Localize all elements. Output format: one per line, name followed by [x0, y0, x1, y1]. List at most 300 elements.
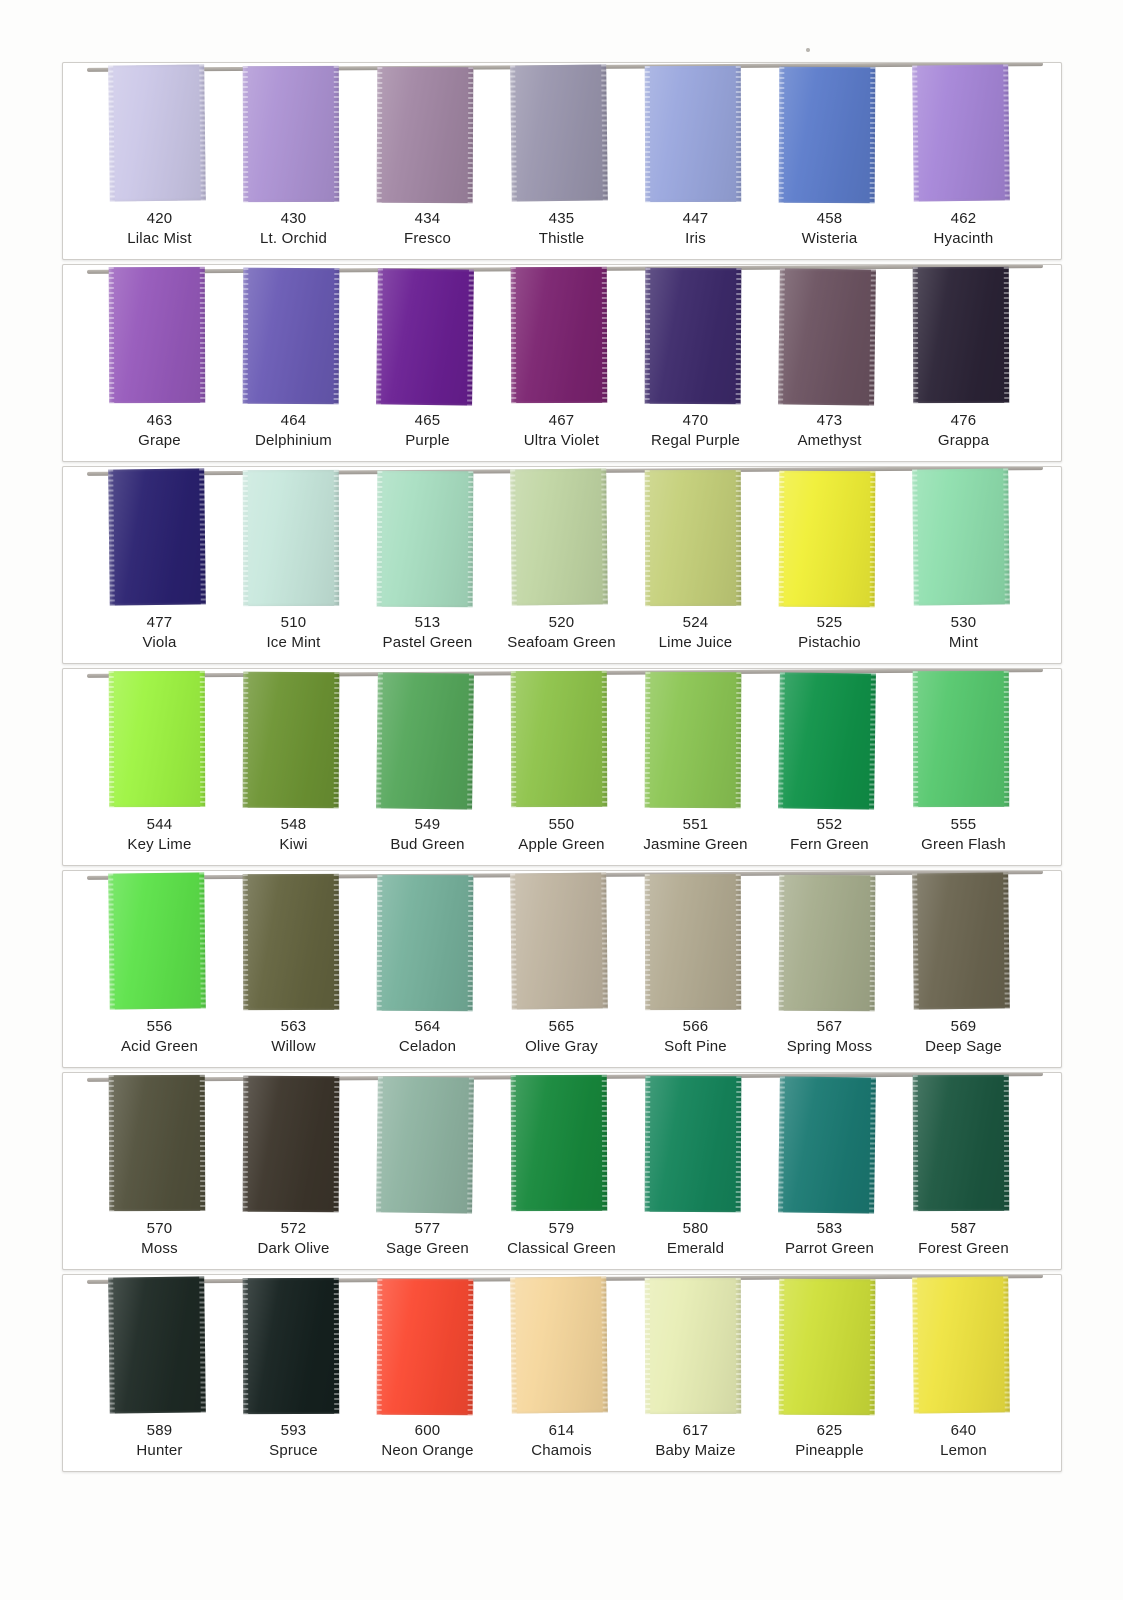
- ribbon-swatch[interactable]: [376, 268, 474, 405]
- swatch-cell[interactable]: [495, 265, 629, 461]
- swatch-code: 530: [950, 614, 977, 631]
- swatch-caption: [629, 1017, 763, 1058]
- swatch-name: Sage Green: [386, 1240, 469, 1258]
- ribbon-swatch[interactable]: [644, 1278, 740, 1414]
- swatch-strip: [63, 871, 1061, 1067]
- swatch-caption: [93, 411, 227, 452]
- swatch-name: Mint: [948, 634, 979, 652]
- swatch-code: 447: [682, 210, 709, 227]
- swatch-code: 566: [682, 1018, 709, 1035]
- ribbon-swatch[interactable]: [644, 66, 740, 202]
- swatch-caption: [495, 411, 629, 452]
- swatch-caption: [763, 1017, 897, 1058]
- ribbon-swatch[interactable]: [376, 67, 473, 204]
- swatch-caption: [93, 815, 227, 856]
- ribbon-swatch[interactable]: [510, 1276, 608, 1413]
- ribbon-swatch[interactable]: [242, 268, 339, 405]
- ribbon-sheen: [778, 875, 875, 1012]
- swatch-name: Pistachio: [798, 634, 861, 652]
- swatch-name: Green Flash: [921, 836, 1006, 854]
- ribbon-swatch[interactable]: [644, 1076, 741, 1213]
- ribbon-sheen: [912, 468, 1010, 605]
- ribbon-swatch[interactable]: [912, 1276, 1010, 1413]
- swatch-caption: [227, 1017, 361, 1058]
- ribbon-sheen: [778, 268, 876, 405]
- ribbon-swatch[interactable]: [912, 267, 1008, 403]
- swatch-code: 463: [146, 412, 173, 429]
- ribbon-swatch[interactable]: [912, 671, 1008, 807]
- ribbon-swatch[interactable]: [510, 1075, 606, 1211]
- swatch-name: Spring Moss: [786, 1038, 873, 1056]
- swatch-cell[interactable]: [763, 467, 897, 663]
- swatch-row: [62, 1274, 1062, 1476]
- swatch-name: Lilac Mist: [127, 230, 192, 248]
- ribbon-swatch[interactable]: [778, 471, 875, 608]
- ribbon-sheen: [644, 1278, 740, 1414]
- ribbon-swatch[interactable]: [912, 872, 1010, 1009]
- swatch-caption: [897, 209, 1031, 250]
- ribbon-swatch[interactable]: [778, 672, 876, 809]
- swatch-code: 513: [414, 614, 441, 631]
- ribbon-sheen: [912, 1075, 1008, 1211]
- ribbon-sheen: [510, 267, 606, 403]
- ribbon-sheen: [242, 1076, 339, 1213]
- swatch-cell[interactable]: [897, 871, 1031, 1067]
- swatch-name: Viola: [142, 634, 177, 652]
- ribbon-sheen: [912, 872, 1010, 1009]
- swatch-cell[interactable]: [629, 871, 763, 1067]
- swatch-name: Fresco: [403, 230, 452, 248]
- ribbon-sheen: [108, 1075, 204, 1211]
- ribbon-swatch[interactable]: [242, 470, 338, 606]
- ribbon-swatch[interactable]: [242, 1278, 338, 1414]
- swatch-cell[interactable]: [227, 1275, 361, 1471]
- ribbon-swatch[interactable]: [108, 872, 206, 1009]
- swatch-caption: [629, 1421, 763, 1462]
- ribbon-sheen: [510, 671, 606, 807]
- ribbon-sheen: [912, 1276, 1010, 1413]
- ribbon-swatch[interactable]: [376, 1279, 473, 1416]
- swatch-row-card: [62, 668, 1062, 866]
- swatch-cell[interactable]: [629, 1275, 763, 1471]
- ribbon-sheen: [376, 672, 474, 809]
- ribbon-swatch[interactable]: [778, 875, 875, 1012]
- swatch-code: 435: [548, 210, 575, 227]
- ribbon-sheen: [376, 1076, 474, 1213]
- swatch-cell[interactable]: [897, 1073, 1031, 1269]
- ribbon-swatch[interactable]: [912, 1075, 1008, 1211]
- swatch-cell[interactable]: [361, 1275, 495, 1471]
- swatch-caption: [227, 613, 361, 654]
- swatch-name: Hunter: [136, 1442, 183, 1460]
- ribbon-sheen: [778, 1279, 875, 1416]
- swatch-cell[interactable]: [629, 467, 763, 663]
- ribbon-swatch[interactable]: [242, 1076, 339, 1213]
- swatch-caption: [495, 1219, 629, 1260]
- swatch-name: Lt. Orchid: [259, 230, 328, 248]
- swatch-caption: [227, 209, 361, 250]
- swatch-code: 467: [548, 412, 575, 429]
- swatch-caption: [629, 209, 763, 250]
- ribbon-sheen: [108, 872, 206, 1009]
- swatch-cell[interactable]: [629, 1073, 763, 1269]
- swatch-name: Ice Mint: [266, 634, 321, 652]
- ribbon-swatch[interactable]: [108, 1075, 204, 1211]
- swatch-row: [62, 264, 1062, 466]
- swatch-caption: [763, 1219, 897, 1260]
- ribbon-sheen: [644, 470, 740, 606]
- ribbon-swatch[interactable]: [778, 268, 876, 405]
- ribbon-swatch[interactable]: [376, 471, 473, 608]
- swatch-cell[interactable]: [93, 871, 227, 1067]
- swatch-cell[interactable]: [227, 467, 361, 663]
- swatch-row: [62, 62, 1062, 264]
- ribbon-sheen: [644, 874, 740, 1010]
- swatch-strip: [63, 63, 1061, 259]
- swatch-code: 520: [548, 614, 575, 631]
- swatch-cell[interactable]: [361, 265, 495, 461]
- swatch-code: 564: [414, 1018, 441, 1035]
- ribbon-sheen: [912, 64, 1010, 201]
- swatch-name: Dark Olive: [257, 1240, 330, 1258]
- swatch-name: Delphinium: [254, 432, 333, 450]
- swatch-cell[interactable]: [93, 669, 227, 865]
- ribbon-sheen: [644, 1076, 741, 1213]
- ribbon-sheen: [242, 470, 338, 606]
- swatch-code: 434: [414, 210, 441, 227]
- ribbon-swatch[interactable]: [778, 67, 875, 204]
- ribbon-sheen: [644, 672, 741, 809]
- swatch-code: 552: [816, 816, 843, 833]
- swatch-caption: [763, 1421, 897, 1462]
- swatch-name: Deep Sage: [925, 1038, 1002, 1056]
- swatch-cell[interactable]: [361, 1073, 495, 1269]
- ribbon-swatch[interactable]: [510, 468, 608, 605]
- ribbon-sheen: [510, 1276, 608, 1413]
- ribbon-sheen: [376, 875, 473, 1012]
- swatch-code: 510: [280, 614, 307, 631]
- swatch-rows-container: [0, 62, 1123, 1476]
- ribbon-swatch[interactable]: [778, 1279, 875, 1416]
- swatch-caption: [763, 613, 897, 654]
- ribbon-sheen: [510, 1075, 606, 1211]
- ribbon-sheen: [242, 1278, 338, 1414]
- swatch-code: 577: [414, 1220, 441, 1237]
- swatch-cell[interactable]: [93, 467, 227, 663]
- swatch-caption: [93, 209, 227, 250]
- swatch-code: 563: [280, 1018, 307, 1035]
- ribbon-swatch[interactable]: [510, 267, 606, 403]
- swatch-caption: [495, 613, 629, 654]
- swatch-code: 473: [816, 412, 843, 429]
- swatch-name: Acid Green: [120, 1038, 199, 1056]
- swatch-caption: [763, 815, 897, 856]
- swatch-cell[interactable]: [93, 63, 227, 259]
- swatch-name: Hyacinth: [933, 230, 994, 248]
- swatch-caption: [495, 1017, 629, 1058]
- swatch-code: 572: [280, 1220, 307, 1237]
- swatch-code: 525: [816, 614, 843, 631]
- swatch-cell[interactable]: [227, 669, 361, 865]
- swatch-name: Grape: [138, 432, 181, 450]
- swatch-name: Moss: [141, 1240, 178, 1258]
- swatch-name: Purple: [405, 432, 450, 450]
- ribbon-swatch[interactable]: [376, 875, 473, 1012]
- swatch-code: 593: [280, 1422, 307, 1439]
- swatch-caption: [763, 209, 897, 250]
- ribbon-swatch[interactable]: [778, 1076, 876, 1213]
- swatch-row-card: [62, 466, 1062, 664]
- swatch-cell[interactable]: [495, 63, 629, 259]
- swatch-code: 569: [950, 1018, 977, 1035]
- swatch-cell[interactable]: [763, 63, 897, 259]
- swatch-cell[interactable]: [897, 1275, 1031, 1471]
- swatch-name: Parrot Green: [784, 1240, 875, 1258]
- swatch-cell[interactable]: [495, 1073, 629, 1269]
- ribbon-swatch[interactable]: [644, 268, 741, 405]
- swatch-row-card: [62, 870, 1062, 1068]
- ribbon-sheen: [644, 268, 741, 405]
- swatch-code: 567: [816, 1018, 843, 1035]
- swatch-caption: [361, 815, 495, 856]
- swatch-caption: [495, 815, 629, 856]
- swatch-name: Chamois: [531, 1442, 592, 1460]
- swatch-row-card: [62, 264, 1062, 462]
- swatch-code: 420: [146, 210, 173, 227]
- ribbon-swatch[interactable]: [108, 468, 206, 605]
- swatch-code: 477: [146, 614, 173, 631]
- swatch-code: 600: [414, 1422, 441, 1439]
- swatch-cell[interactable]: [227, 871, 361, 1067]
- swatch-cell[interactable]: [361, 467, 495, 663]
- swatch-name: Regal Purple: [650, 432, 741, 450]
- ribbon-swatch[interactable]: [510, 671, 606, 807]
- swatch-code: 579: [548, 1220, 575, 1237]
- swatch-name: Forest Green: [918, 1240, 1009, 1258]
- swatch-caption: [897, 411, 1031, 452]
- ribbon-swatch[interactable]: [376, 1076, 474, 1213]
- swatch-code: 625: [816, 1422, 843, 1439]
- swatch-caption: [495, 209, 629, 250]
- swatch-cell[interactable]: [495, 669, 629, 865]
- swatch-caption: [629, 411, 763, 452]
- swatch-cell[interactable]: [93, 1073, 227, 1269]
- ribbon-swatch[interactable]: [108, 267, 204, 403]
- swatch-cell[interactable]: [629, 265, 763, 461]
- swatch-cell[interactable]: [227, 265, 361, 461]
- swatch-code: 464: [280, 412, 307, 429]
- ribbon-sheen: [242, 672, 339, 809]
- swatch-code: 548: [280, 816, 307, 833]
- swatch-caption: [93, 1017, 227, 1058]
- swatch-code: 617: [682, 1422, 709, 1439]
- swatch-code: 587: [950, 1220, 977, 1237]
- swatch-row: [62, 1072, 1062, 1274]
- ribbon-swatch[interactable]: [376, 672, 474, 809]
- swatch-name: Iris: [685, 230, 706, 248]
- swatch-caption: [361, 1017, 495, 1058]
- swatch-cell[interactable]: [763, 871, 897, 1067]
- ribbon-swatch[interactable]: [644, 672, 741, 809]
- swatch-cell[interactable]: [897, 467, 1031, 663]
- swatch-code: 549: [414, 816, 441, 833]
- swatch-caption: [897, 613, 1031, 654]
- swatch-cell[interactable]: [629, 669, 763, 865]
- swatch-name: Jasmine Green: [643, 836, 748, 854]
- ribbon-swatch[interactable]: [510, 872, 608, 1009]
- ribbon-sheen: [108, 267, 204, 403]
- swatch-cell[interactable]: [227, 1073, 361, 1269]
- swatch-caption: [897, 1017, 1031, 1058]
- swatch-caption: [897, 815, 1031, 856]
- swatch-row-card: [62, 1274, 1062, 1472]
- swatch-code: 614: [548, 1422, 575, 1439]
- swatch-name: Neon Orange: [381, 1442, 474, 1460]
- swatch-code: 550: [548, 816, 575, 833]
- ribbon-swatch[interactable]: [912, 64, 1010, 201]
- swatch-cell[interactable]: [763, 669, 897, 865]
- swatch-caption: [897, 1219, 1031, 1260]
- ribbon-sheen: [510, 64, 608, 201]
- swatch-name: Amethyst: [797, 432, 862, 450]
- swatch-cell[interactable]: [93, 1275, 227, 1471]
- ribbon-swatch[interactable]: [644, 470, 740, 606]
- swatch-name: Thistle: [538, 230, 585, 248]
- ribbon-sheen: [778, 67, 875, 204]
- swatch-name: Emerald: [666, 1240, 725, 1258]
- swatch-cell[interactable]: [495, 871, 629, 1067]
- swatch-strip: [63, 467, 1061, 663]
- swatch-name: Kiwi: [279, 836, 308, 854]
- swatch-name: Apple Green: [518, 836, 605, 854]
- swatch-caption: [361, 411, 495, 452]
- swatch-caption: [227, 1219, 361, 1260]
- ribbon-swatch[interactable]: [510, 64, 608, 201]
- swatch-code: 430: [280, 210, 307, 227]
- swatch-strip: [63, 669, 1061, 865]
- ribbon-swatch[interactable]: [242, 672, 339, 809]
- swatch-cell[interactable]: [897, 63, 1031, 259]
- swatch-cell[interactable]: [763, 265, 897, 461]
- swatch-cell[interactable]: [495, 1275, 629, 1471]
- ribbon-sheen: [376, 67, 473, 204]
- swatch-code: 640: [950, 1422, 977, 1439]
- swatch-cell[interactable]: [361, 871, 495, 1067]
- swatch-caption: [361, 1421, 495, 1462]
- ribbon-sheen: [376, 268, 474, 405]
- swatch-name: Classical Green: [507, 1240, 616, 1258]
- swatch-cell[interactable]: [897, 669, 1031, 865]
- swatch-cell[interactable]: [897, 265, 1031, 461]
- swatch-name: Lime Juice: [658, 634, 733, 652]
- swatch-caption: [93, 613, 227, 654]
- ribbon-swatch[interactable]: [644, 874, 740, 1010]
- swatch-cell[interactable]: [227, 63, 361, 259]
- swatch-name: Ultra Violet: [523, 432, 600, 450]
- ribbon-sheen: [510, 872, 608, 1009]
- swatch-name: Pineapple: [795, 1442, 864, 1460]
- swatch-code: 458: [816, 210, 843, 227]
- ribbon-sheen: [778, 471, 875, 608]
- ribbon-swatch[interactable]: [108, 1276, 206, 1413]
- swatch-caption: [93, 1219, 227, 1260]
- ribbon-sheen: [108, 64, 206, 201]
- swatch-code: 565: [548, 1018, 575, 1035]
- ribbon-sheen: [242, 66, 338, 202]
- ribbon-sheen: [376, 1279, 473, 1416]
- swatch-caption: [629, 1219, 763, 1260]
- ribbon-swatch[interactable]: [108, 64, 206, 201]
- ribbon-swatch[interactable]: [242, 66, 338, 202]
- swatch-cell[interactable]: [93, 265, 227, 461]
- swatch-caption: [763, 411, 897, 452]
- swatch-cell[interactable]: [629, 63, 763, 259]
- swatch-code: 556: [146, 1018, 173, 1035]
- swatch-name: Soft Pine: [664, 1038, 727, 1056]
- ribbon-sheen: [912, 671, 1008, 807]
- swatch-row-card: [62, 62, 1062, 260]
- swatch-cell[interactable]: [361, 63, 495, 259]
- swatch-caption: [227, 1421, 361, 1462]
- swatch-caption: [629, 815, 763, 856]
- ribbon-sheen: [376, 471, 473, 608]
- ribbon-sheen: [108, 671, 204, 807]
- swatch-caption: [361, 1219, 495, 1260]
- ribbon-swatch[interactable]: [108, 671, 204, 807]
- ribbon-swatch[interactable]: [912, 468, 1010, 605]
- swatch-name: Grappa: [937, 432, 990, 450]
- swatch-cell[interactable]: [361, 669, 495, 865]
- ribbon-sheen: [912, 267, 1008, 403]
- swatch-row: [62, 870, 1062, 1072]
- swatch-cell[interactable]: [495, 467, 629, 663]
- swatch-name: Spruce: [269, 1442, 318, 1460]
- swatch-code: 555: [950, 816, 977, 833]
- swatch-name: Wisteria: [801, 230, 858, 248]
- swatch-caption: [227, 411, 361, 452]
- swatch-caption: [495, 1421, 629, 1462]
- dust-speck: [806, 48, 810, 52]
- swatch-row: [62, 668, 1062, 870]
- swatch-row: [62, 466, 1062, 668]
- ribbon-sheen: [108, 1276, 206, 1413]
- swatch-name: Willow: [271, 1038, 316, 1056]
- swatch-code: 551: [682, 816, 709, 833]
- swatch-code: 470: [682, 412, 709, 429]
- ribbon-swatch[interactable]: [242, 874, 338, 1010]
- swatch-code: 465: [414, 412, 441, 429]
- swatch-caption: [227, 815, 361, 856]
- swatch-name: Pastel Green: [382, 634, 473, 652]
- ribbon-sheen: [242, 268, 339, 405]
- swatch-cell[interactable]: [763, 1275, 897, 1471]
- swatch-name: Baby Maize: [655, 1442, 736, 1460]
- swatch-code: 580: [682, 1220, 709, 1237]
- swatch-code: 524: [682, 614, 709, 631]
- swatch-code: 589: [146, 1422, 173, 1439]
- swatch-code: 462: [950, 210, 977, 227]
- swatch-name: Olive Gray: [525, 1038, 598, 1056]
- swatch-name: Celadon: [398, 1038, 457, 1056]
- swatch-name: Lemon: [940, 1442, 987, 1460]
- ribbon-sheen: [778, 1076, 876, 1213]
- swatch-cell[interactable]: [763, 1073, 897, 1269]
- swatch-strip: [63, 1275, 1061, 1471]
- swatch-strip: [63, 1073, 1061, 1269]
- swatch-strip: [63, 265, 1061, 461]
- swatch-code: 544: [146, 816, 173, 833]
- ribbon-sheen: [510, 468, 608, 605]
